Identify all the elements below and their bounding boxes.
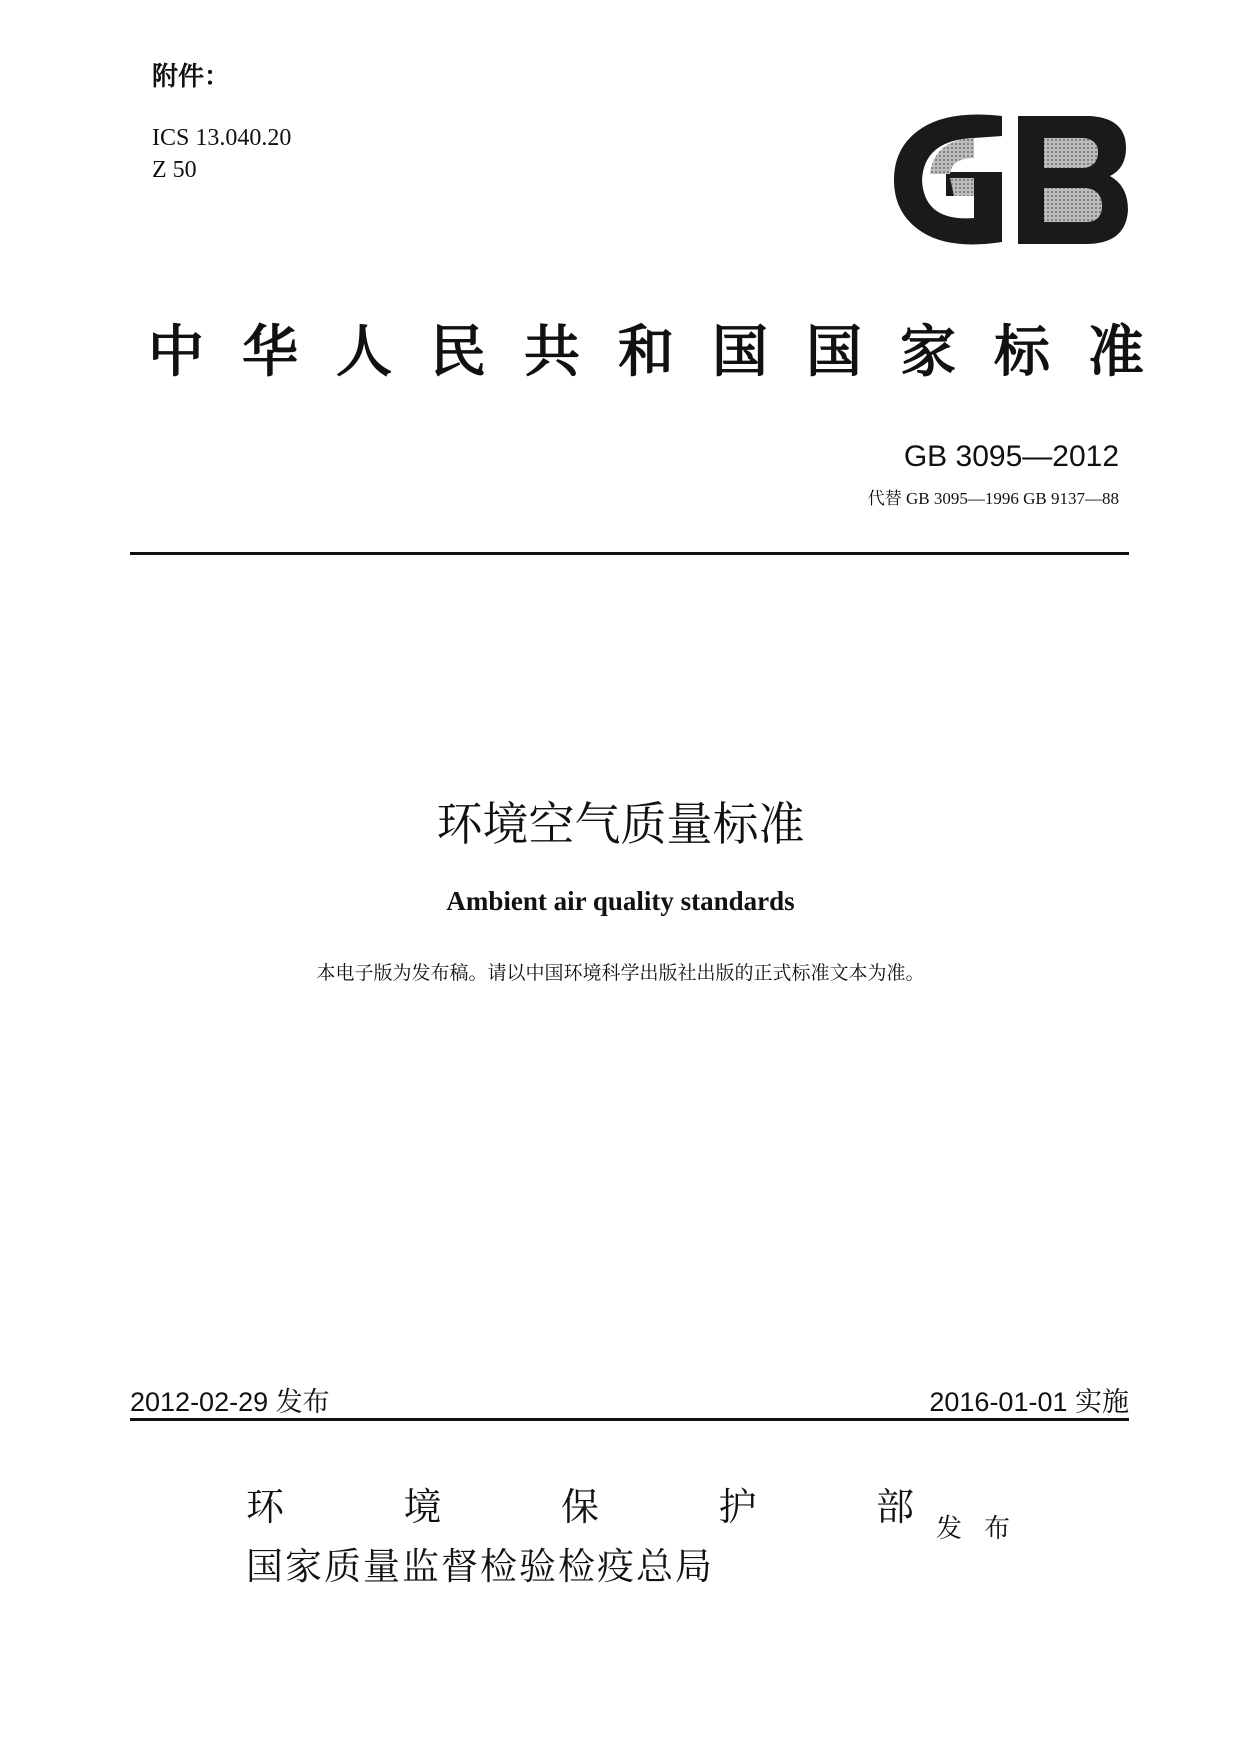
publish-date: 2012-02-29 发布 xyxy=(130,1387,330,1417)
issuer-char: 部 xyxy=(875,1485,914,1529)
issuer-char: 环 xyxy=(246,1485,285,1529)
issuer-char: 境 xyxy=(403,1485,442,1529)
attachment-label: 附件： xyxy=(152,62,231,92)
standard-number: GB 3095—2012 xyxy=(903,440,1119,473)
issuer-administration: 国家质量监督检验检疫总局 xyxy=(246,1545,714,1588)
issuer-ministry xyxy=(246,1476,914,1531)
title-english: Ambient air quality standards xyxy=(446,886,795,916)
issued-label: 发布 xyxy=(936,1514,1033,1544)
title-chinese: 环境空气质量标准 xyxy=(436,797,805,851)
gb-logo xyxy=(890,114,1130,246)
ics-code: ICS 13.040.20 xyxy=(152,125,292,151)
bottom-divider xyxy=(130,1418,1129,1421)
issuer-char: 护 xyxy=(718,1485,757,1529)
edition-note: 本电子版为发布稿。请以中国环境科学出版社出版的正式标准文本为准。 xyxy=(316,962,925,984)
replaces-note: 代替 GB 3095—1996 GB 9137—88 xyxy=(867,489,1119,508)
national-standard-title: 中华人民共和国国家标准 xyxy=(148,320,1182,385)
issuer-char: 保 xyxy=(560,1485,599,1529)
category-code: Z 50 xyxy=(152,157,197,183)
gb-logo-graphic xyxy=(890,114,1130,246)
top-divider xyxy=(130,552,1129,555)
implement-date: 2016-01-01 实施 xyxy=(929,1387,1129,1417)
classification-codes xyxy=(152,122,291,186)
